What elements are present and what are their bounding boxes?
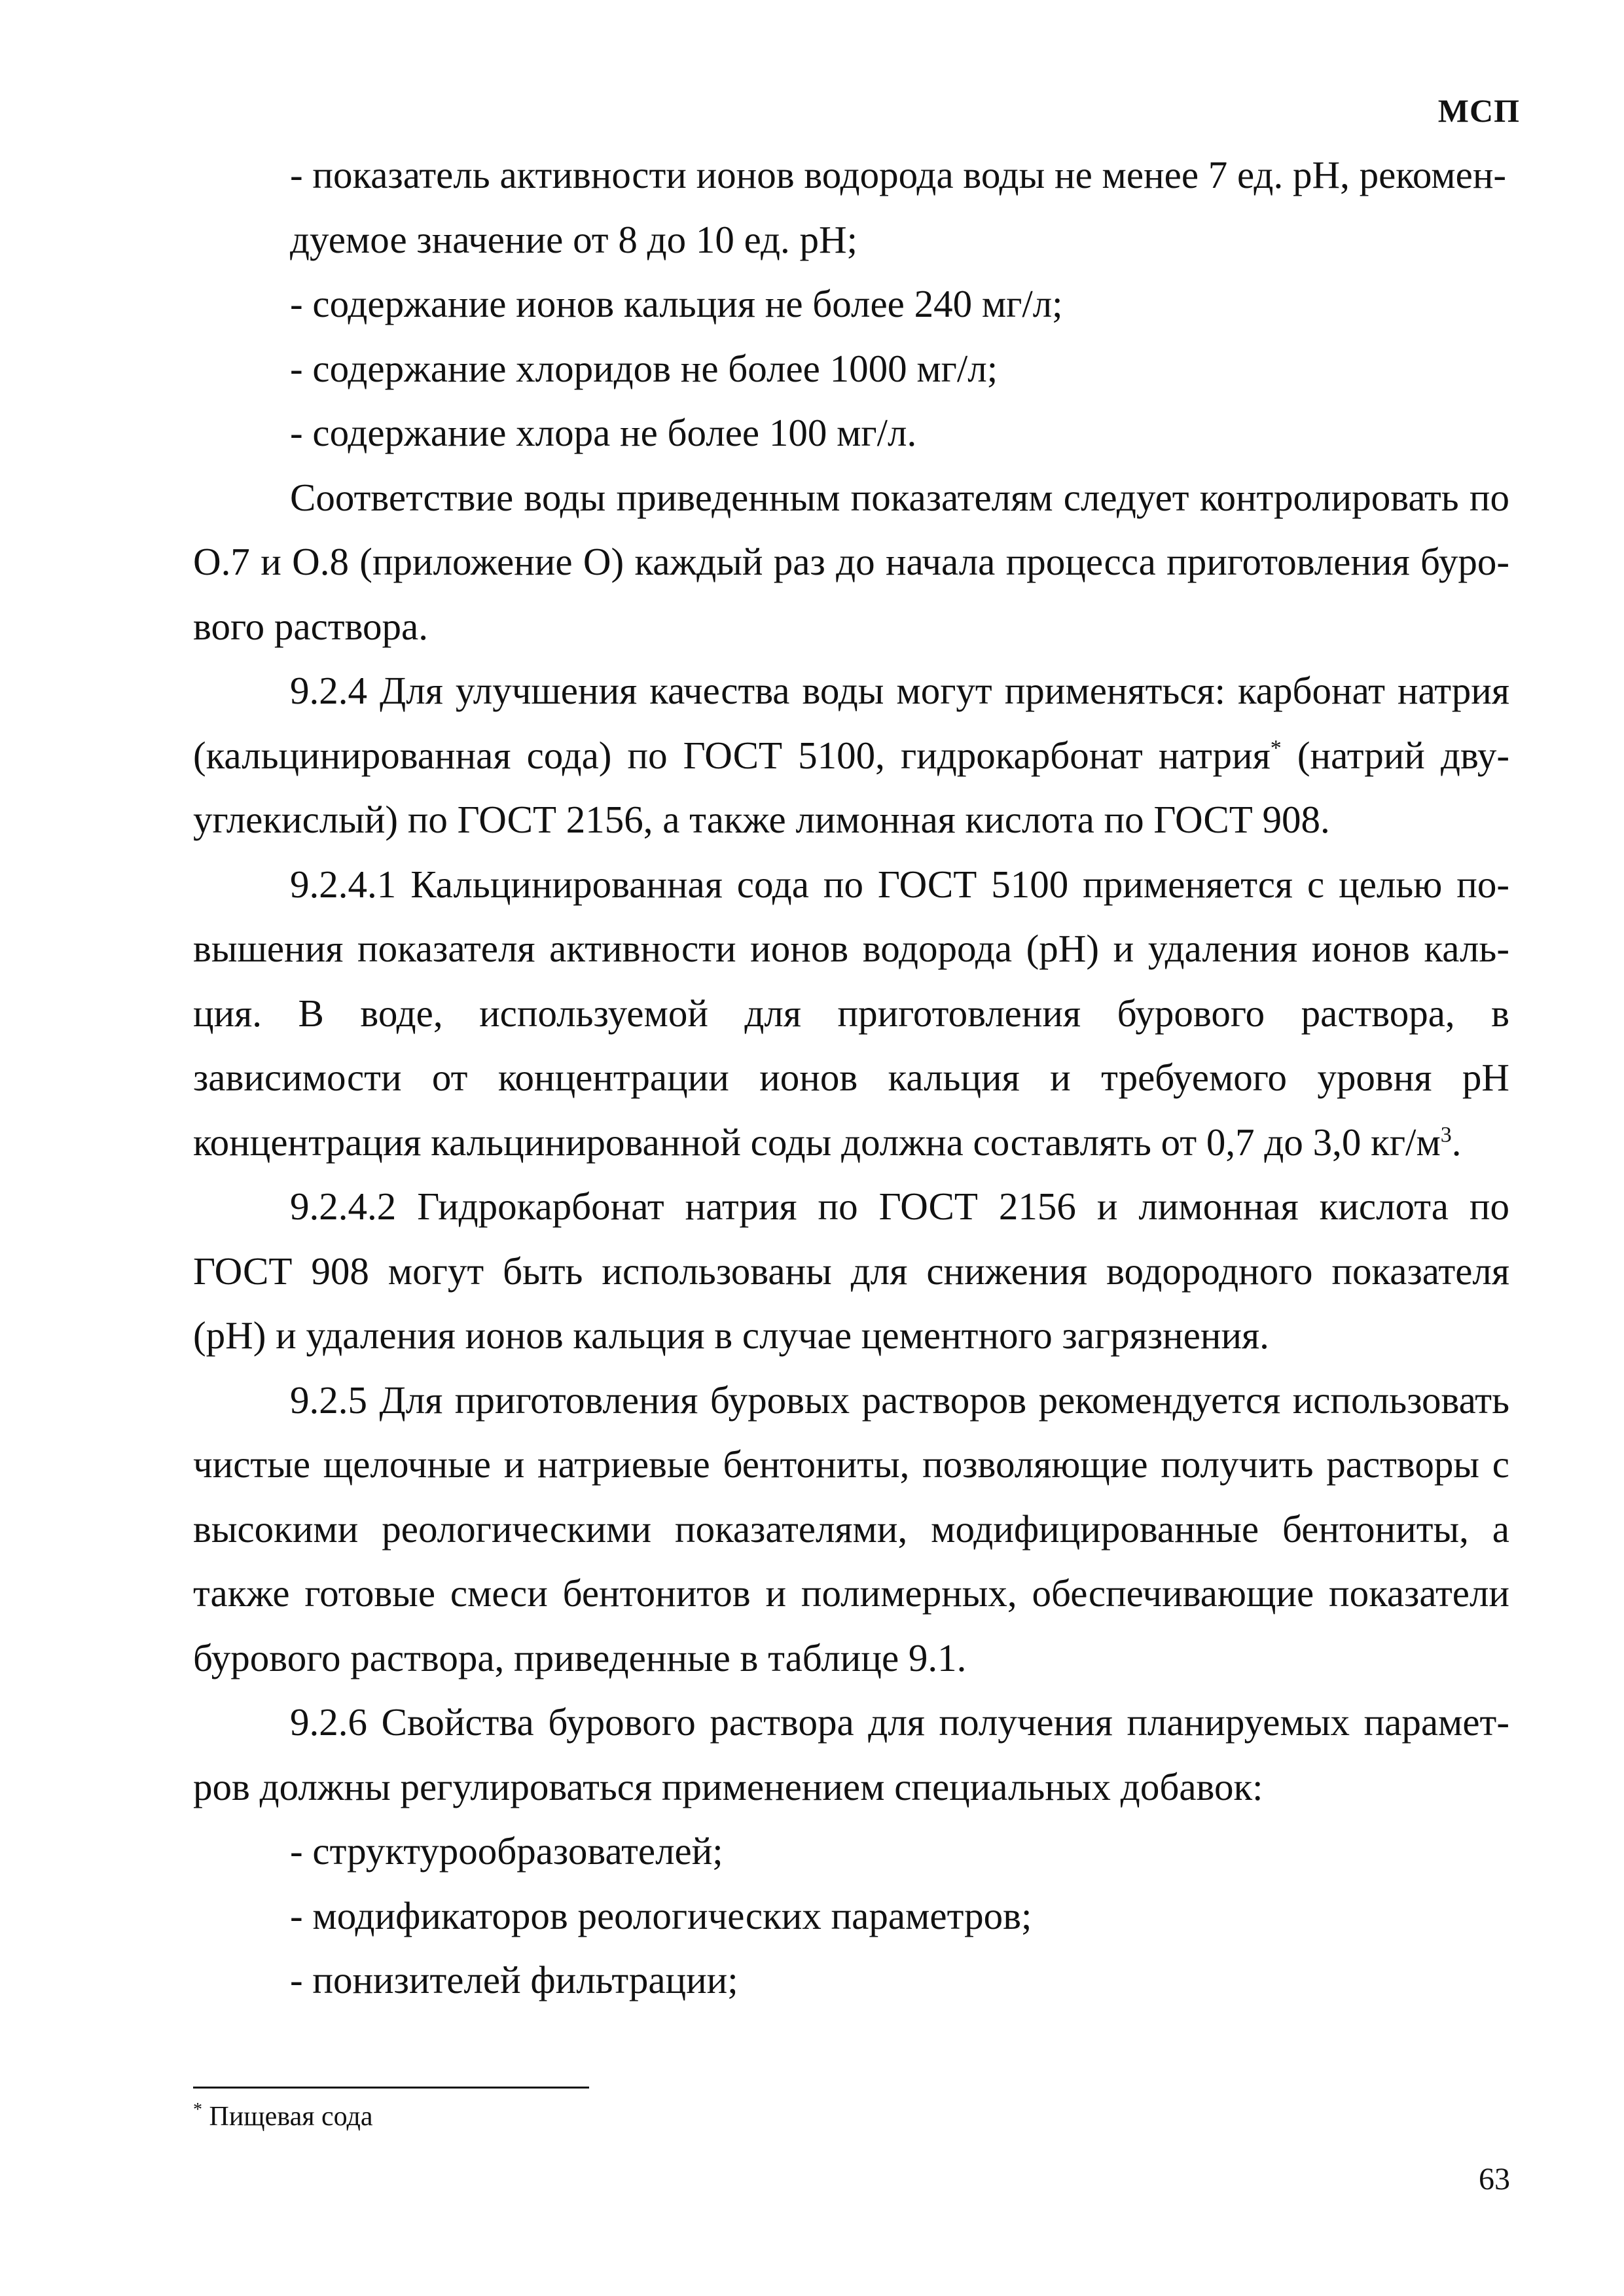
list-item-chlorine: - содержание хлора не более 100 мг/л. [290, 411, 917, 454]
paragraph-9-2-4-1 [193, 852, 1509, 1175]
paragraph-9-2-4-text-continued: (натрий двууглекислый) по ГОСТ 2156, а также лимонная кислота по ГОСТ 908. [193, 733, 1509, 841]
footnote-reference-mark: * [1270, 735, 1282, 760]
list-item-calcium: - содержание ионов кальция не более 240 мг/л; [290, 282, 1063, 325]
list-item-structure-formers: - структурообразователей; [290, 1829, 723, 1873]
paragraph-9-2-4-1-text: 9.2.4.1 Кальцинированная сода по ГОСТ 5100 применяется с целью повышения показателя активности ионов водорода (pH) и удаления ионов кальция. В воде, используемой для приготовления бурового раствора, в зависимости от концентрации ионов кальция и требуемого уровня pH концентрация кальцинированной соды должна составлять от 0,7 до 3,0 кг/м [193, 862, 1509, 1164]
body-text [193, 143, 1509, 2013]
paragraph-water-control: Соответствие воды приведенным показателям следует контролировать по О.7 и О.8 (приложение О) каждый раз до начала процесса приготовления бурового раствора. [193, 475, 1509, 648]
paragraph-9-2-4-1-end: . [1451, 1120, 1462, 1164]
footnote [193, 2101, 372, 2132]
cubic-superscript: 3 [1440, 1122, 1452, 1147]
list-item-filtration-reducers: - понизителей фильтрации; [290, 1958, 738, 2001]
paragraph-9-2-5: 9.2.5 Для приготовления буровых растворов рекомендуется использовать чистые щелочные и натриевые бентониты, позволяющие получить растворы с высокими реологическими показателями, модифицированные бентониты, а также готовые смеси бентонитов и полимерных, обеспечивающие показатели бурового раствора, приведенные в таблице 9.1. [193, 1378, 1509, 1679]
list-item-rheology-modifiers: - модификаторов реологических параметров; [290, 1893, 1032, 1937]
paragraph-9-2-6: 9.2.6 Свойства бурового раствора для получения планируемых параметров должны регулироваться применением специальных добавок: [193, 1700, 1509, 1808]
document-code-header: МСП [1437, 92, 1520, 129]
footnote-mark: * [193, 2100, 202, 2120]
list-item-ph: - показатель активности ионов водорода воды не менее 7 ед. pH, рекомендуемое значение от 8 до 10 ед. pH; [290, 153, 1507, 261]
paragraph-9-2-4 [193, 658, 1509, 852]
footnote-text: Пищевая сода [202, 2102, 373, 2132]
paragraph-9-2-4-text: 9.2.4 Для улучшения качества воды могут применяться: карбонат натрия (кальцинированная сода) по ГОСТ 5100, гидрокарбонат натрия [193, 669, 1509, 777]
page-number: 63 [1479, 2162, 1510, 2197]
paragraph-9-2-4-2: 9.2.4.2 Гидрокарбонат натрия по ГОСТ 2156 и лимонная кислота по ГОСТ 908 могут быть использованы для снижения водородного показателя (pH) и удаления ионов кальция в случае цементного загрязнения. [193, 1185, 1509, 1357]
footnote-separator [193, 2087, 589, 2089]
list-item-chlorides: - содержание хлоридов не более 1000 мг/л; [290, 346, 998, 390]
